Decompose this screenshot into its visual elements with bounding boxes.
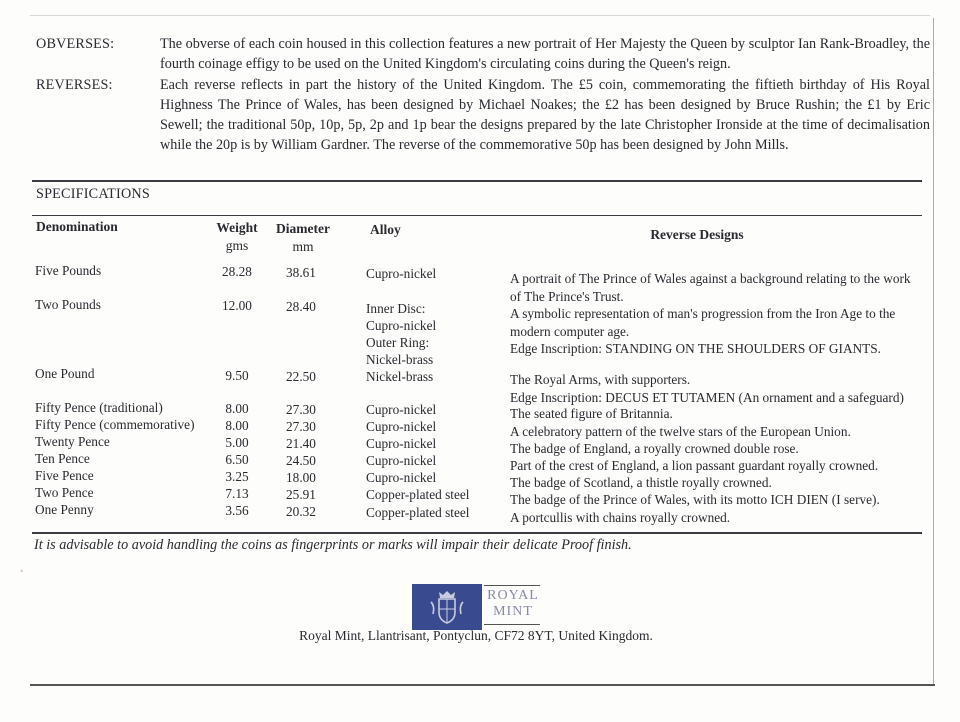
weight: 6.50 <box>225 452 249 467</box>
weight: 3.56 <box>225 503 249 518</box>
alloy: Cupro-nickel <box>366 470 437 485</box>
royal-mint-logo <box>412 584 542 630</box>
denomination: One Pound <box>35 366 95 381</box>
table-bottom-rule <box>32 532 922 534</box>
weight: 9.50 <box>225 368 249 383</box>
header-weight-unit: gms <box>225 238 249 253</box>
reverse-design: A portcullis with chains royally crowned. <box>510 510 731 525</box>
alloy-outer-label: Outer Ring: <box>366 335 430 350</box>
mint-address: Royal Mint, Llantrisant, Pontyclun, CF72 8YT, United Kingdom. <box>299 628 653 643</box>
reverse-design: The badge of England, a royally crowned double rose. <box>510 441 799 456</box>
header-diameter-line1: Diameter <box>276 221 330 236</box>
reverse-design: Part of the crest of England, a lion passant guardant royally crowned. <box>510 458 879 473</box>
logo-rule-bottom <box>484 624 540 625</box>
diameter: 27.30 <box>286 402 316 417</box>
diameter: 21.40 <box>286 436 316 451</box>
reverses-label: REVERSES: <box>36 77 113 93</box>
reverse-design: The seated figure of Britannia. <box>510 406 673 421</box>
weight: 7.13 <box>225 486 249 501</box>
royal-arms-icon <box>412 584 482 630</box>
alloy: Cupro-nickel <box>366 266 437 281</box>
header-weight-line1: Weight <box>216 220 258 235</box>
alloy: Cupro-nickel <box>366 453 437 468</box>
weight: 28.28 <box>222 264 252 279</box>
reverse-design: A symbolic representation of man's progression from the Iron Age to the modern computer age. <box>510 306 896 339</box>
alloy: Nickel-brass <box>366 369 434 384</box>
edge-inscription: Edge Inscription: STANDING ON THE SHOULDERS OF GIANTS. <box>510 341 881 356</box>
denomination: Five Pounds <box>35 263 102 278</box>
diameter: 22.50 <box>286 369 316 384</box>
header-alloy: Alloy <box>370 222 401 237</box>
handling-caution: It is advisable to avoid handling the coins as fingerprints or marks will impair their delicate Proof finish. <box>34 537 632 553</box>
reverse-design: The badge of Scotland, a thistle royally crowned. <box>510 475 772 490</box>
alloy-inner-label: Inner Disc: <box>366 301 426 316</box>
obverses-text: The obverse of each coin housed in this collection features a new portrait of Her Majesty the Queen by sculptor Ian Rank-Broadley, the fourth coinage effigy to be used on the United Kingdom's circulating coins during the Queen's reign. <box>160 36 930 72</box>
denomination: Two Pounds <box>35 297 101 312</box>
alloy: Cupro-nickel <box>366 402 437 417</box>
denomination: One Penny <box>35 502 94 517</box>
diameter: 24.50 <box>286 453 316 468</box>
weight: 3.25 <box>225 469 249 484</box>
alloy: Copper-plated steel <box>366 505 470 520</box>
header-denomination: Denomination <box>36 219 118 234</box>
logo-line-royal: ROYAL <box>487 588 539 603</box>
diameter: 25.91 <box>286 487 316 502</box>
reverse-design: A celebratory pattern of the twelve stars of the European Union. <box>510 424 851 439</box>
denomination: Ten Pence <box>35 451 90 466</box>
denomination: Twenty Pence <box>35 434 110 449</box>
denomination: Fifty Pence (traditional) <box>35 400 163 415</box>
reverse-design: A portrait of The Prince of Wales against a background relating to the work of The Prince's Trust. <box>510 271 911 304</box>
specifications-title: SPECIFICATIONS <box>36 186 150 202</box>
diameter: 38.61 <box>286 265 316 280</box>
logo-rule-top <box>484 585 540 586</box>
alloy-outer: Nickel-brass <box>366 352 434 367</box>
diameter: 18.00 <box>286 470 316 485</box>
diameter: 20.32 <box>286 504 316 519</box>
weight: 8.00 <box>225 401 249 416</box>
header-diameter <box>268 220 338 256</box>
reverse-design: The Royal Arms, with supporters. <box>510 372 691 387</box>
certificate-card <box>22 14 930 686</box>
header-reverse-designs: Reverse Designs <box>650 227 744 242</box>
obverses-label: OBVERSES: <box>36 36 115 52</box>
reverse-design: The badge of the Prince of Wales, with its motto ICH DIEN (I serve). <box>510 492 880 507</box>
weight: 8.00 <box>225 418 249 433</box>
alloy: Cupro-nickel <box>366 419 437 434</box>
section-divider <box>32 180 922 182</box>
logo-wordmark <box>484 588 542 620</box>
alloy: Cupro-nickel <box>366 436 437 451</box>
reverses-text: Each reverse reflects in part the history of the United Kingdom. The £5 coin, commemorating the fiftieth birthday of His Royal Highness The Prince of Wales, has been designed by Michael Noakes; the £2 has been designed by Bruce Rushin; the £1 by Eric Sewell; the traditional 50p, 10p, 5p, 2p and 1p bear the designs prepared by the late Christopher Ironside at the time of decimalisation while the 20p is by William Gardner. The reverse of the commemorative 50p has been designed by John Mills. <box>160 77 930 153</box>
weight: 12.00 <box>222 298 252 313</box>
alloy: Copper-plated steel <box>366 487 470 502</box>
card-right-edge <box>933 18 934 686</box>
denomination: Fifty Pence (commemorative) <box>35 417 195 432</box>
diameter: 27.30 <box>286 419 316 434</box>
ink-mark: ◦ <box>20 566 24 577</box>
alloy-inner: Cupro-nickel <box>366 318 437 333</box>
logo-line-mint: MINT <box>493 604 533 619</box>
weight: 5.00 <box>225 435 249 450</box>
table-top-rule <box>32 215 922 216</box>
header-weight <box>202 219 272 255</box>
header-diameter-unit: mm <box>292 239 314 254</box>
edge-inscription: Edge Inscription: DECUS ET TUTAMEN (An ornament and a safeguard) <box>510 390 904 405</box>
diameter: 28.40 <box>286 299 316 314</box>
denomination: Five Pence <box>35 468 94 483</box>
denomination: Two Pence <box>35 485 94 500</box>
